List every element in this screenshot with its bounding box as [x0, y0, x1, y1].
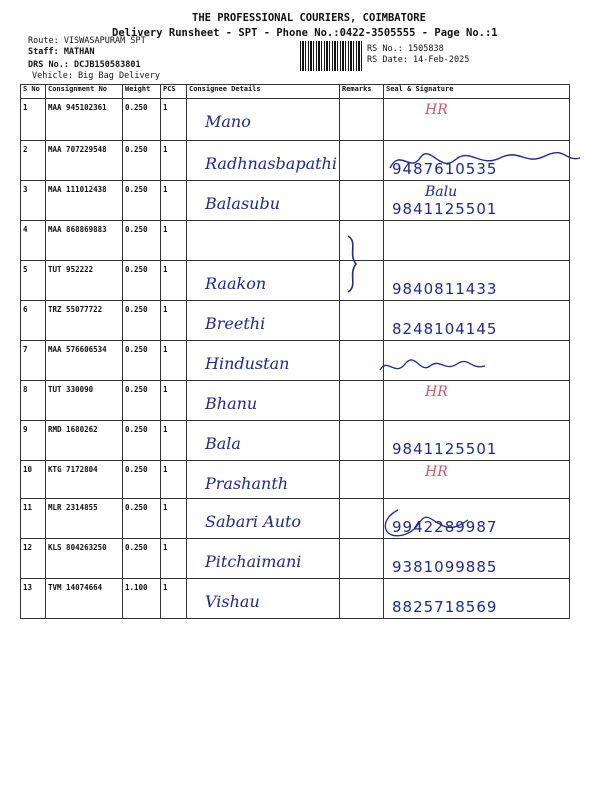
staff-label: Staff: MATHAN — [28, 47, 95, 57]
hr-stamp: HR — [425, 464, 448, 480]
cell-seal — [384, 381, 570, 421]
cell-consignment: TRZ 55077722 — [46, 301, 123, 341]
consignee-handwriting: Prashanth — [205, 474, 289, 493]
cell-weight: 0.250 — [123, 221, 161, 261]
col-header-weight: Weight — [123, 85, 161, 99]
col-header-remarks: Remarks — [340, 85, 384, 99]
brace-mark — [340, 234, 370, 294]
vehicle-label: Vehicle: Big Bag Delivery — [32, 71, 160, 81]
consignee-handwriting: Hindustan — [205, 354, 290, 373]
consignee-handwriting: Breethi — [205, 314, 266, 333]
consignee-handwriting: Vishau — [205, 592, 260, 611]
cell-remarks — [340, 181, 384, 221]
table-row — [21, 221, 570, 261]
cell-consignment: KTG 7172804 — [46, 461, 123, 499]
table-row — [21, 461, 570, 499]
cell-consignment: MAA 576606534 — [46, 341, 123, 381]
cell-weight: 0.250 — [123, 539, 161, 579]
cell-pcs: 1 — [161, 99, 187, 141]
consignee-handwriting: Mano — [205, 112, 251, 131]
cell-sno: 2 — [21, 141, 46, 181]
cell-consignment: MAA 945102361 — [46, 99, 123, 141]
cell-sno: 1 — [21, 99, 46, 141]
cell-remarks — [340, 301, 384, 341]
signature: Balu — [425, 184, 458, 200]
cell-sno: 8 — [21, 381, 46, 421]
receiver-phone: 9942289987 — [392, 518, 498, 536]
cell-consignment: MAA 868869883 — [46, 221, 123, 261]
cell-remarks — [340, 499, 384, 539]
cell-pcs: 1 — [161, 221, 187, 261]
runsheet-subtitle: Delivery Runsheet - SPT - Phone No.:0422-3505555 - Page No.:1 — [112, 27, 498, 39]
barcode-image — [300, 41, 364, 71]
receiver-phone: 9381099885 — [392, 558, 498, 576]
table-row — [21, 381, 570, 421]
cell-sno: 13 — [21, 579, 46, 619]
consignee-handwriting: Radhnasbapathi — [205, 154, 337, 173]
cell-remarks — [340, 421, 384, 461]
route-label: Route: VISWASAPURAM SPT — [28, 36, 146, 46]
cell-consignment: MAA 111012438 — [46, 181, 123, 221]
cell-pcs: 1 — [161, 499, 187, 539]
table-row — [21, 99, 570, 141]
cell-weight: 0.250 — [123, 499, 161, 539]
signature-scribble — [375, 352, 495, 382]
cell-sno: 3 — [21, 181, 46, 221]
cell-sno: 12 — [21, 539, 46, 579]
cell-weight: 0.250 — [123, 181, 161, 221]
receiver-phone: 9487610535 — [392, 160, 498, 178]
cell-consignment: RMD 1680262 — [46, 421, 123, 461]
table-header-row — [21, 85, 570, 99]
cell-remarks — [340, 539, 384, 579]
receiver-phone: 9840811433 — [392, 280, 498, 298]
cell-weight: 0.250 — [123, 381, 161, 421]
cell-remarks — [340, 579, 384, 619]
cell-weight: 0.250 — [123, 141, 161, 181]
receiver-phone: 8248104145 — [392, 320, 498, 338]
cell-remarks — [340, 99, 384, 141]
drs-label: DRS No.: DCJB150583801 — [28, 60, 141, 70]
cell-sno: 11 — [21, 499, 46, 539]
col-header-consignment: Consignment No — [46, 85, 123, 99]
cell-sno: 6 — [21, 301, 46, 341]
cell-weight: 0.250 — [123, 261, 161, 301]
consignee-handwriting: Bhanu — [205, 394, 258, 413]
cell-weight: 0.250 — [123, 461, 161, 499]
cell-sno: 10 — [21, 461, 46, 499]
cell-consignment: TVM 14074664 — [46, 579, 123, 619]
cell-consignment: TUT 952222 — [46, 261, 123, 301]
rs-date: RS Date: 14-Feb-2025 — [367, 55, 470, 65]
cell-weight: 0.250 — [123, 421, 161, 461]
cell-weight: 0.250 — [123, 301, 161, 341]
cell-seal — [384, 99, 570, 141]
cell-pcs: 1 — [161, 301, 187, 341]
cell-pcs: 1 — [161, 539, 187, 579]
cell-weight: 1.100 — [123, 579, 161, 619]
cell-weight: 0.250 — [123, 99, 161, 141]
company-title: THE PROFESSIONAL COURIERS, COIMBATORE — [192, 12, 426, 24]
receiver-phone: 9841125501 — [392, 440, 498, 458]
cell-pcs: 1 — [161, 381, 187, 421]
cell-pcs: 1 — [161, 141, 187, 181]
cell-remarks — [340, 461, 384, 499]
cell-consignment: KLS 804263250 — [46, 539, 123, 579]
col-header-consignee: Consignee Details — [187, 85, 340, 99]
signature-scribble — [385, 148, 585, 178]
consignee-handwriting: Balasubu — [205, 194, 281, 213]
cell-pcs: 1 — [161, 579, 187, 619]
cell-weight: 0.250 — [123, 341, 161, 381]
receiver-phone: 9841125501 — [392, 200, 498, 218]
col-header-pcs: PCS — [161, 85, 187, 99]
cell-consignee — [187, 221, 340, 261]
cell-remarks — [340, 381, 384, 421]
cell-pcs: 1 — [161, 341, 187, 381]
hr-stamp: HR — [425, 102, 448, 118]
consignee-handwriting: Raakon — [205, 274, 267, 293]
cell-remarks — [340, 141, 384, 181]
signature-scribble — [378, 500, 498, 545]
consignee-handwriting: Pitchaimani — [205, 552, 302, 571]
consignee-handwriting: Sabari Auto — [205, 512, 302, 531]
rs-number: RS No.: 1505838 — [367, 44, 444, 54]
receiver-phone: 8825718569 — [392, 598, 498, 616]
cell-sno: 4 — [21, 221, 46, 261]
cell-sno: 9 — [21, 421, 46, 461]
cell-consignment: TUT 330090 — [46, 381, 123, 421]
consignee-handwriting: Bala — [205, 434, 241, 453]
cell-pcs: 1 — [161, 181, 187, 221]
cell-pcs: 1 — [161, 421, 187, 461]
cell-sno: 5 — [21, 261, 46, 301]
col-header-seal: Seal & Signature — [384, 85, 570, 99]
cell-sno: 7 — [21, 341, 46, 381]
col-header-sno: S No — [21, 85, 46, 99]
cell-seal — [384, 221, 570, 261]
cell-consignment: MAA 707229548 — [46, 141, 123, 181]
cell-consignment: MLR 2314855 — [46, 499, 123, 539]
cell-seal — [384, 461, 570, 499]
hr-stamp: HR — [425, 384, 448, 400]
cell-pcs: 1 — [161, 261, 187, 301]
cell-pcs: 1 — [161, 461, 187, 499]
